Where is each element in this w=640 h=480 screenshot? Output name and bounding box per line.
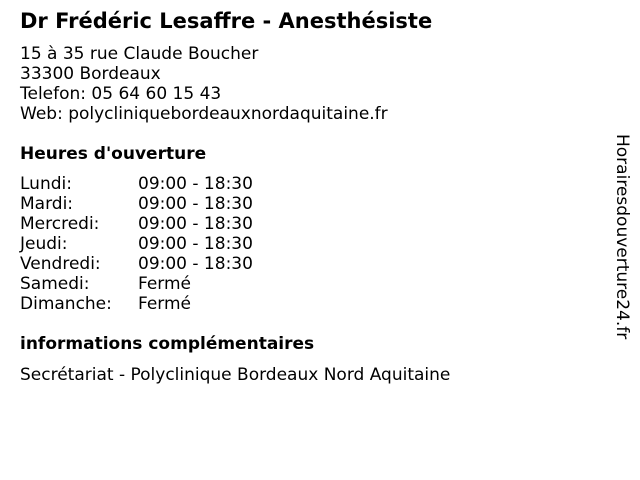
hours-row	[20, 274, 253, 294]
hours-day: Dimanche:	[20, 294, 112, 314]
opening-hours-heading: Heures d'ouverture	[20, 144, 207, 164]
hours-row	[20, 234, 253, 254]
hours-row	[20, 194, 253, 214]
hours-time: 09:00 - 18:30	[138, 254, 253, 274]
hours-time: Fermé	[138, 294, 192, 314]
hours-row	[20, 254, 253, 274]
additional-info-text: Secrétariat - Polyclinique Bordeaux Nord Aquitaine	[20, 365, 451, 385]
city: 33300 Bordeaux	[20, 64, 161, 84]
hours-day: Mardi:	[20, 194, 74, 214]
hours-time: 09:00 - 18:30	[138, 174, 253, 194]
additional-info-heading: informations complémentaires	[20, 334, 315, 354]
hours-day: Lundi:	[20, 174, 72, 194]
hours-row	[20, 174, 253, 194]
hours-time: 09:00 - 18:30	[138, 194, 253, 214]
address-block	[20, 44, 388, 124]
hours-day: Samedi:	[20, 274, 90, 294]
phone-number: Telefon: 05 64 60 15 43	[20, 84, 222, 104]
page-title: Dr Frédéric Lesaffre - Anesthésiste	[20, 9, 433, 33]
hours-time: 09:00 - 18:30	[138, 234, 253, 254]
hours-day: Mercredi:	[20, 214, 100, 234]
hours-day: Vendredi:	[20, 254, 101, 274]
hours-day: Jeudi:	[20, 234, 68, 254]
hours-row	[20, 294, 253, 314]
website: Web: polycliniquebordeauxnordaquitaine.fr	[20, 104, 388, 124]
street-address: 15 à 35 rue Claude Boucher	[20, 44, 259, 64]
hours-time: Fermé	[138, 274, 192, 294]
hours-row	[20, 214, 253, 234]
site-watermark: Horairesdouverture24.fr	[612, 134, 632, 340]
opening-hours-table	[20, 174, 253, 314]
hours-time: 09:00 - 18:30	[138, 214, 253, 234]
